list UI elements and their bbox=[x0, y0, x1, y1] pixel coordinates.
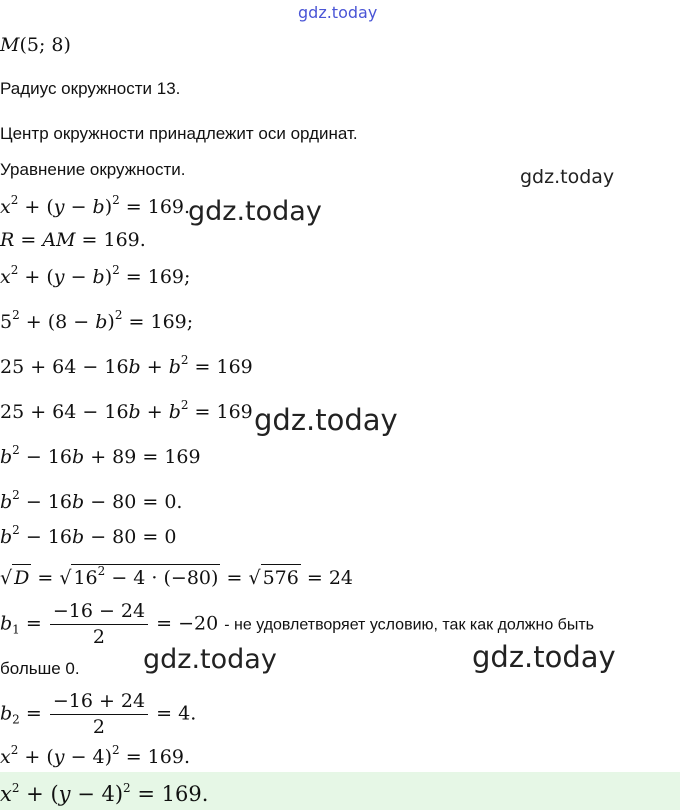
root-b1-line: $b_1$ = $\frac{-16 - 24}{2}$ = −20 - не удовлетворяет условию, так как должно быть bbox=[0, 600, 595, 648]
equation-label: Уравнение окружности. bbox=[0, 160, 186, 179]
watermark-top: gdz.today bbox=[298, 3, 378, 22]
watermark: gdz.today bbox=[143, 644, 277, 675]
equation-line-8: $b^2 - 16b - 80 = 0$. bbox=[0, 488, 183, 513]
equation-line-2: R = AM = 169. bbox=[0, 229, 146, 251]
equation-line-3: $x^2 + (y - b)^2 = 169$; bbox=[0, 263, 191, 288]
watermark: gdz.today bbox=[188, 196, 322, 227]
equation-line-9: $b^2 - 16b - 80 = 0$ bbox=[0, 523, 177, 548]
equation-line-7: $b^2 - 16b + 89 = 169$ bbox=[0, 443, 201, 468]
equation-line-4: $5^2 + (8 - b)^2 = 169$; bbox=[0, 308, 194, 333]
radius-text: Радиус окружности 13. bbox=[0, 79, 181, 98]
fraction-b1: $\frac{-16 - 24}{2}$ bbox=[50, 602, 148, 647]
watermark: gdz.today bbox=[472, 640, 616, 674]
center-text: Центр окружности принадлежит оси ординат. bbox=[0, 124, 358, 143]
watermark: gdz.today bbox=[520, 166, 615, 188]
equation-line-5: $25 + 64 - 16b + b^2 = 169$ bbox=[0, 353, 253, 378]
b1-note-continued: больше 0. bbox=[0, 659, 80, 678]
discriminant-line: √ D = √ $16^2 - 4 \cdot (-80)$ = √ 576 = 24 bbox=[0, 564, 354, 589]
b1-note: - не удовлетворяет условию, так как должно быть bbox=[224, 616, 595, 634]
final-answer: $x^2 + (y - 4)^2 = 169$. bbox=[0, 781, 209, 806]
equation-line-1: $x^2 + (y - b)^2 = 169$. bbox=[0, 193, 191, 218]
fraction-b2: $\frac{-16 + 24}{2}$ bbox=[50, 692, 148, 737]
root-b2-line: $b_2$ = $\frac{-16 + 24}{2}$ = 4. bbox=[0, 690, 197, 738]
equation-line-6: $25 + 64 - 16b + b^2 = 169$ bbox=[0, 398, 253, 423]
equation-line-11: $x^2 + (y - 4)^2 = 169$. bbox=[0, 743, 190, 768]
point-m: M(5; 8) bbox=[0, 34, 71, 56]
watermark: gdz.today bbox=[254, 403, 398, 437]
